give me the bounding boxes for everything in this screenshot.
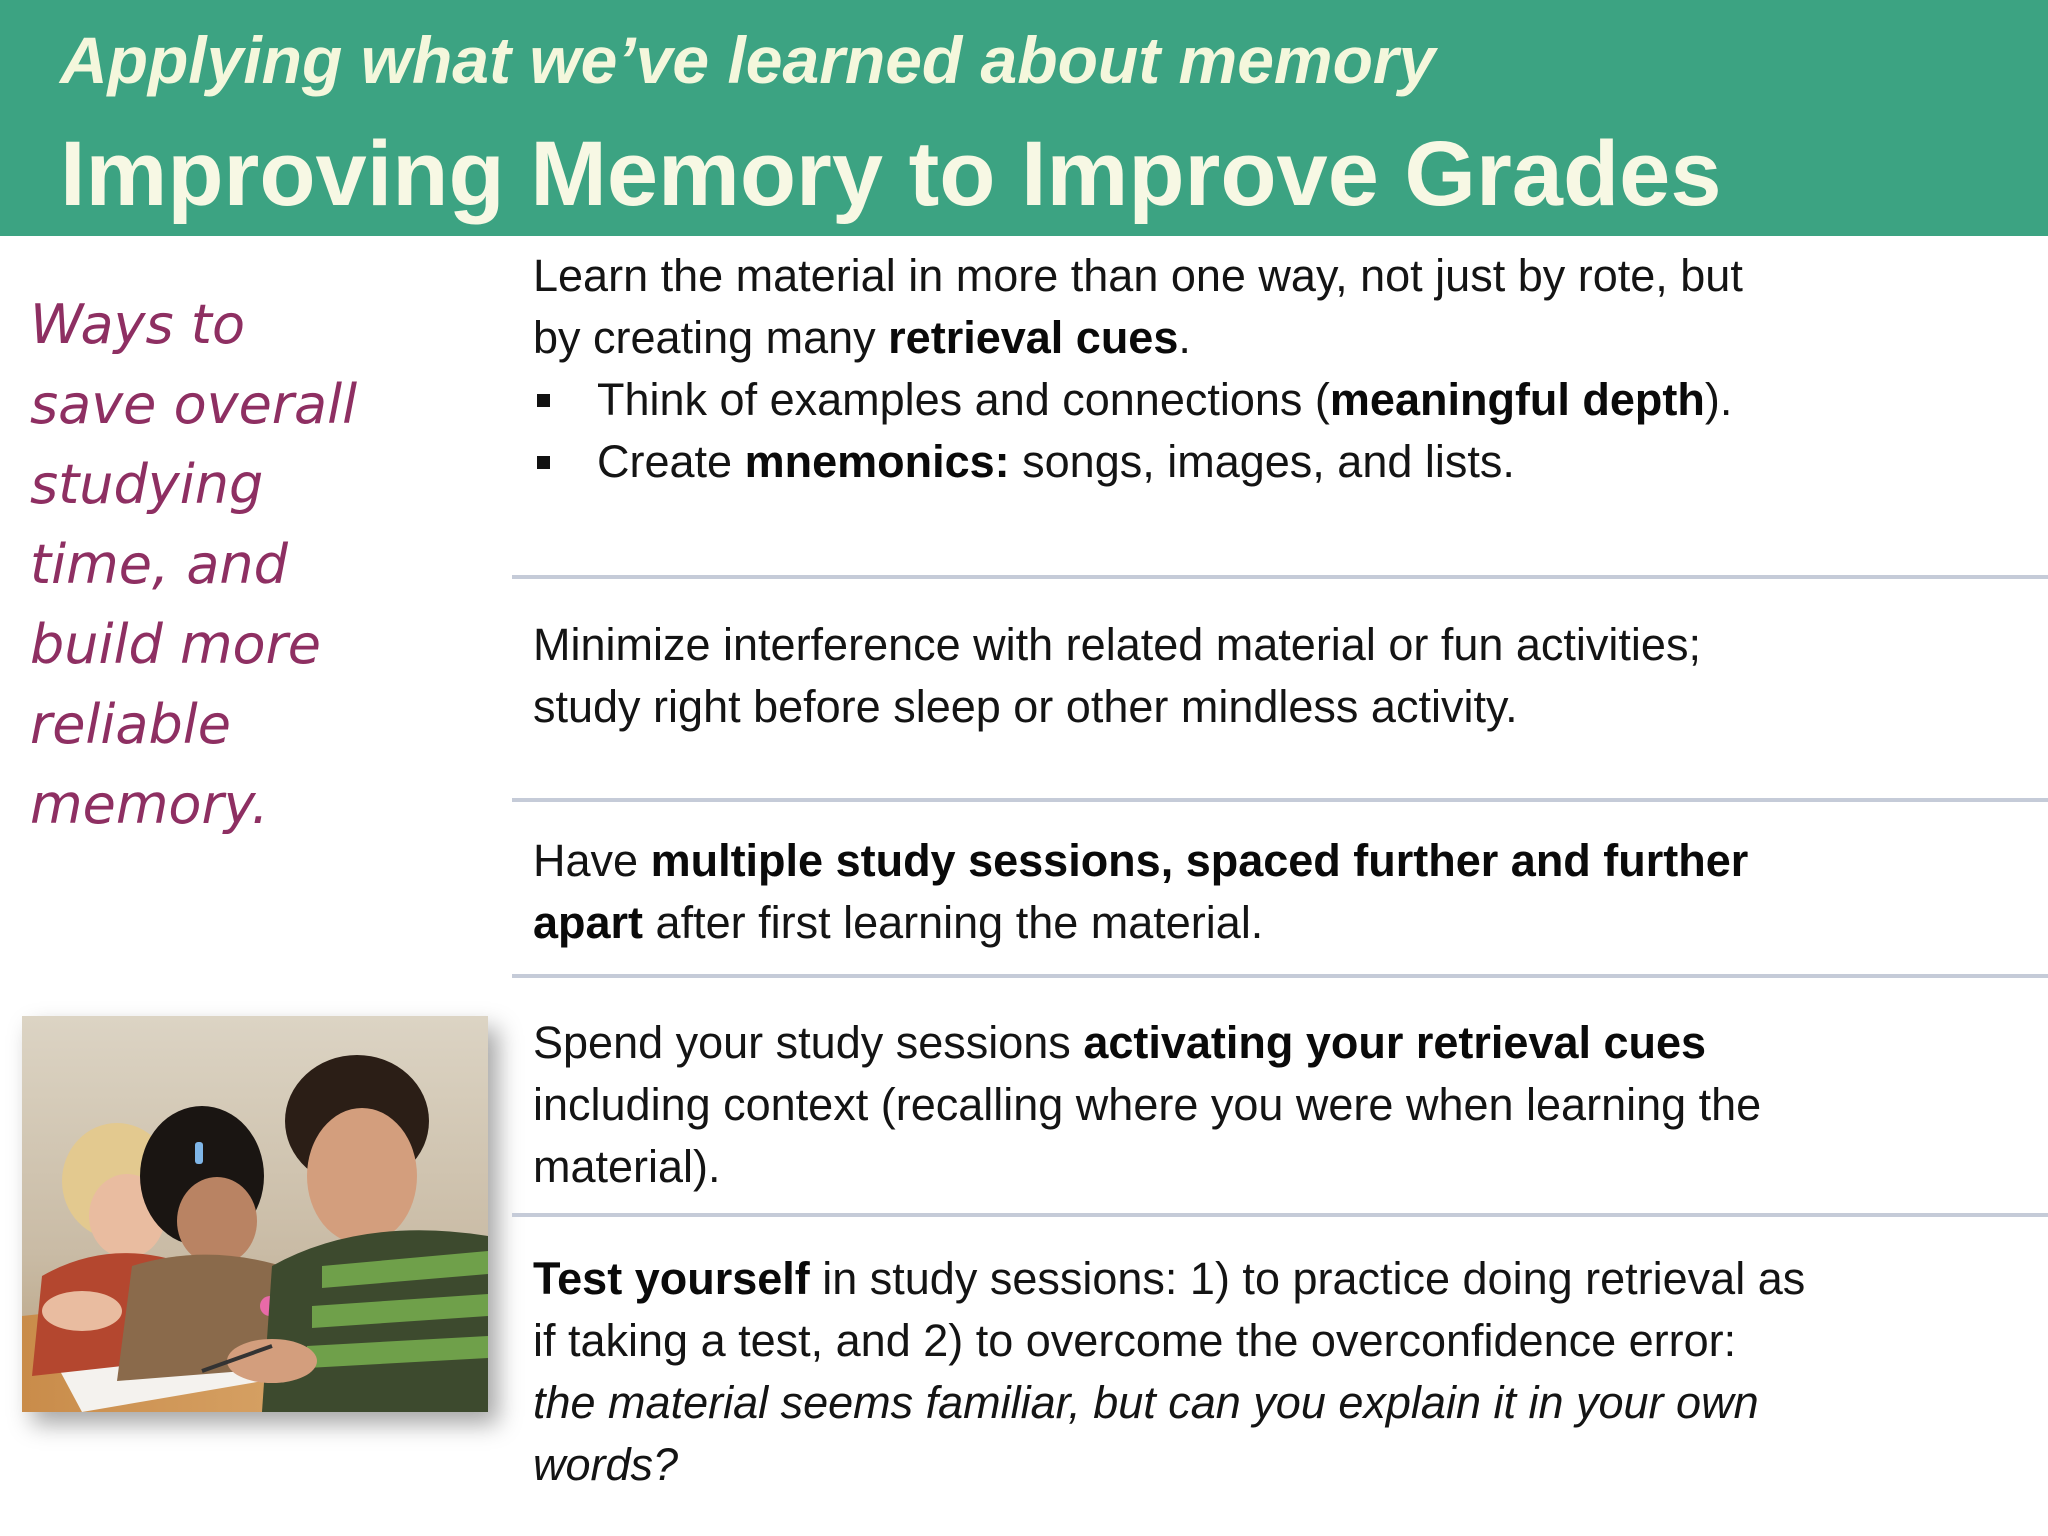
tip-text <box>533 1372 2033 1434</box>
tip-text <box>533 307 2033 369</box>
tip-text-part: . <box>1178 312 1191 363</box>
tip-text: including context (recalling where you were when learning the <box>533 1079 1762 1130</box>
bullet-text: Create <box>597 436 745 487</box>
side-note-line: save overall <box>30 373 358 436</box>
bullet-emphasis: mnemonics: <box>744 436 1010 487</box>
tip-text-part: after first learning the material. <box>643 897 1264 948</box>
divider <box>512 974 2048 978</box>
side-note-line: memory. <box>30 773 269 836</box>
side-note <box>30 285 500 845</box>
divider <box>512 1213 2048 1217</box>
tip-text: Minimize interference with related material or fun activities; <box>533 619 1701 670</box>
tip-text <box>533 830 2033 892</box>
divider <box>512 575 2048 579</box>
tip-text-part: Spend your study sessions <box>533 1017 1084 1068</box>
tip-text: Learn the material in more than one way, not just by rote, but <box>533 250 1743 301</box>
tip-text-part: by creating many <box>533 312 889 363</box>
tip-block-retrieval-cues <box>533 245 2033 493</box>
tip-block-test-yourself <box>533 1248 2033 1496</box>
tip-text <box>533 1012 2033 1074</box>
tip-bullet-list <box>533 369 2033 493</box>
side-note-line: reliable <box>30 693 232 756</box>
tip-block-interference <box>533 614 2033 738</box>
tip-text <box>533 892 2033 954</box>
tip-emphasis: Test yourself <box>533 1253 810 1304</box>
students-studying-photo <box>22 1016 488 1412</box>
side-note-line: studying <box>30 453 264 516</box>
tip-text: material). <box>533 1141 721 1192</box>
bullet-text: ). <box>1704 374 1733 425</box>
tip-block-activate-cues <box>533 1012 2033 1198</box>
side-note-line: Ways to <box>30 293 245 356</box>
side-note-line: time, and <box>30 533 288 596</box>
divider <box>512 798 2048 802</box>
bullet-emphasis: meaningful depth <box>1329 374 1705 425</box>
bullet-item <box>533 369 2033 431</box>
tip-text: study right before sleep or other mindless activity. <box>533 681 1518 732</box>
tip-emphasis: retrieval cues <box>888 312 1179 363</box>
slide-subtitle: Applying what we’ve learned about memory <box>60 23 1436 97</box>
tip-text <box>533 1434 2033 1496</box>
tip-text <box>533 1248 2033 1310</box>
tip-italic: words? <box>533 1439 679 1490</box>
header-banner <box>0 0 2048 236</box>
bullet-item <box>533 431 2033 493</box>
bullet-text: Think of examples and connections ( <box>597 374 1330 425</box>
tip-text: if taking a test, and 2) to overcome the overconfidence error: <box>533 1315 1737 1366</box>
tip-block-spaced-sessions <box>533 830 2033 954</box>
slide-title: Improving Memory to Improve Grades <box>60 123 1722 225</box>
tip-text-part: Have <box>533 835 651 886</box>
tip-emphasis: multiple study sessions, spaced further and further <box>650 835 1749 886</box>
tip-text-part: in study sessions: 1) to practice doing retrieval as <box>809 1253 1806 1304</box>
tip-italic: the material seems familiar, but can you explain it in your own <box>533 1377 1759 1428</box>
tip-emphasis: apart <box>533 897 644 948</box>
side-note-line: build more <box>30 613 322 676</box>
bullet-text: songs, images, and lists. <box>1009 436 1515 487</box>
tip-emphasis: activating your retrieval cues <box>1083 1017 1707 1068</box>
